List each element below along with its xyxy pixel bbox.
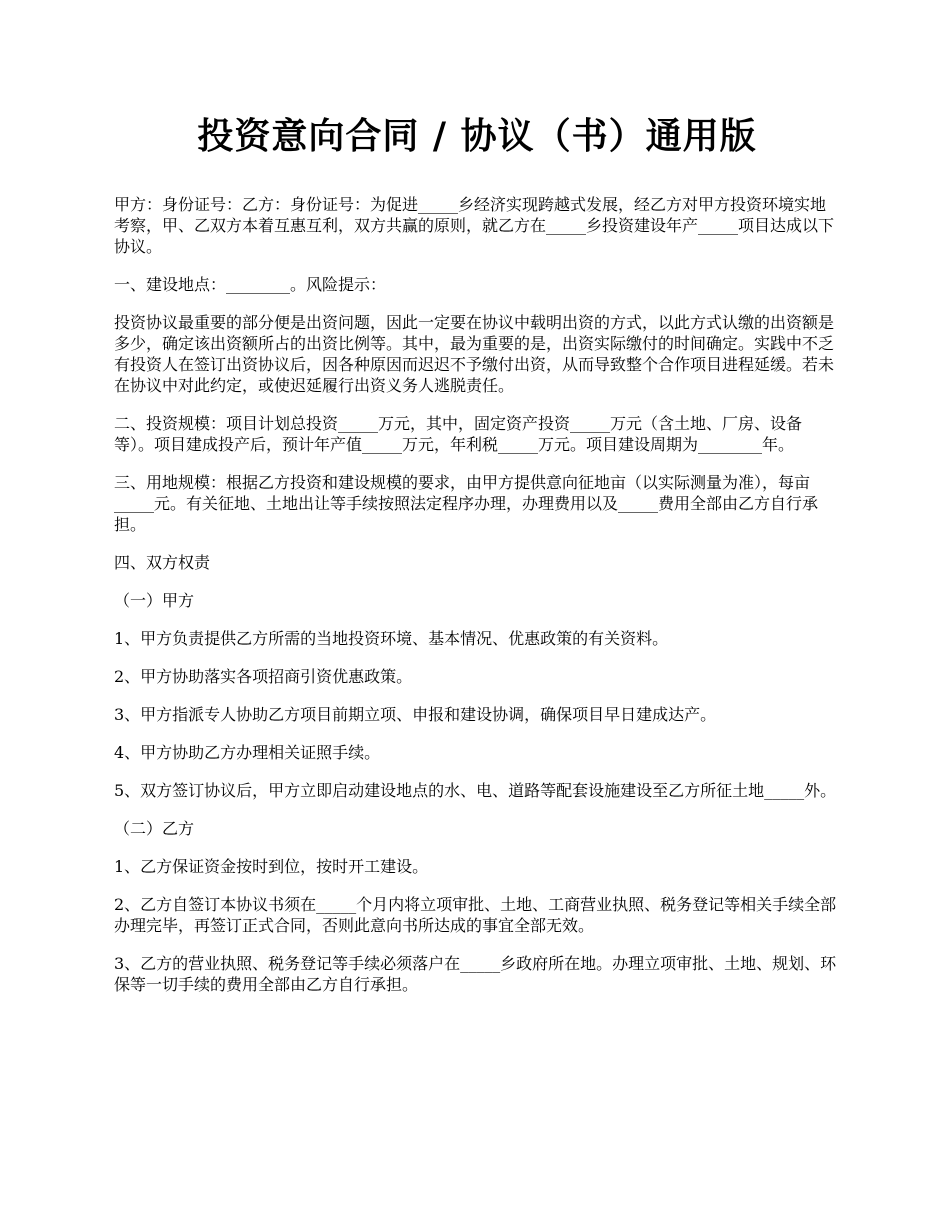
document-title: 投资意向合同 / 协议（书）通用版 xyxy=(197,115,757,157)
paragraph-land-scale: 三、用地规模：根据乙方投资和建设规模的要求，由甲方提供意向征地亩（以实际测量为准），每亩_____元。有关征地、土地出让等手续按照法定程序办理，办理费用以及_____费用全部由乙方自行承担。 xyxy=(114,473,819,534)
section-heading-rights: 四、双方权责 xyxy=(114,553,211,572)
paragraph-preamble: 甲方：身份证号：乙方：身份证号：为促进_____乡经济实现跨越式发展，经乙方对甲方投资环境实地考察，甲、乙双方本着互惠互利，双方共赢的原则，就乙方在_____乡投资建设年产_____项目达成以下协议。 xyxy=(114,195,835,256)
list-item: 3、甲方指派专人协助乙方项目前期立项、申报和建设协调，确保项目早日建成达产。 xyxy=(114,705,717,724)
subsection-heading-party-a: （一）甲方 xyxy=(114,591,195,610)
list-item: 3、乙方的营业执照、税务登记等手续必须落户在_____乡政府所在地。办理立项审批、土地、规划、环保等一切手续的费用全部由乙方自行承担。 xyxy=(114,954,837,994)
list-item: 1、甲方负责提供乙方所需的当地投资环境、基本情况、优惠政策的有关资料。 xyxy=(114,629,669,648)
list-item: 1、乙方保证资金按时到位，按时开工建设。 xyxy=(114,857,429,876)
list-item: 2、甲方协助落实各项招商引资优惠政策。 xyxy=(114,667,413,686)
list-item: 2、乙方自签订本协议书须在_____个月内将立项审批、土地、工商营业执照、税务登记等相关手续全部办理完毕，再签订正式合同，否则此意向书所达成的事宜全部无效。 xyxy=(114,895,837,935)
list-item: 4、甲方协助乙方办理相关证照手续。 xyxy=(114,743,381,762)
paragraph-location: 一、建设地点：________。风险提示： xyxy=(114,275,387,294)
subsection-heading-party-b: （二）乙方 xyxy=(114,819,195,838)
paragraph-investment-scale: 二、投资规模：项目计划总投资_____万元，其中，固定资产投资_____万元（含土地、厂房、设备等）。项目建成投产后，预计年产值_____万元，年利税_____万元。项目建设周期为________年。 xyxy=(114,414,803,454)
list-item: 5、双方签订协议后，甲方立即启动建设地点的水、电、道路等配套设施建设至乙方所征土地_____外。 xyxy=(114,781,837,800)
paragraph-risk-note: 投资协议最重要的部分便是出资问题，因此一定要在协议中载明出资的方式，以此方式认缴的出资额是多少，确定该出资额所占的出资比例等。其中，最为重要的是，出资实际缴付的时间确定。实践中不乏有投资人在签订出资协议后，因各种原因而迟迟不予缴付出资，从而导致整个合作项目进程延缓。若未在协议中对此约定，或使迟延履行出资义务人逃脱责任。 xyxy=(114,313,835,395)
